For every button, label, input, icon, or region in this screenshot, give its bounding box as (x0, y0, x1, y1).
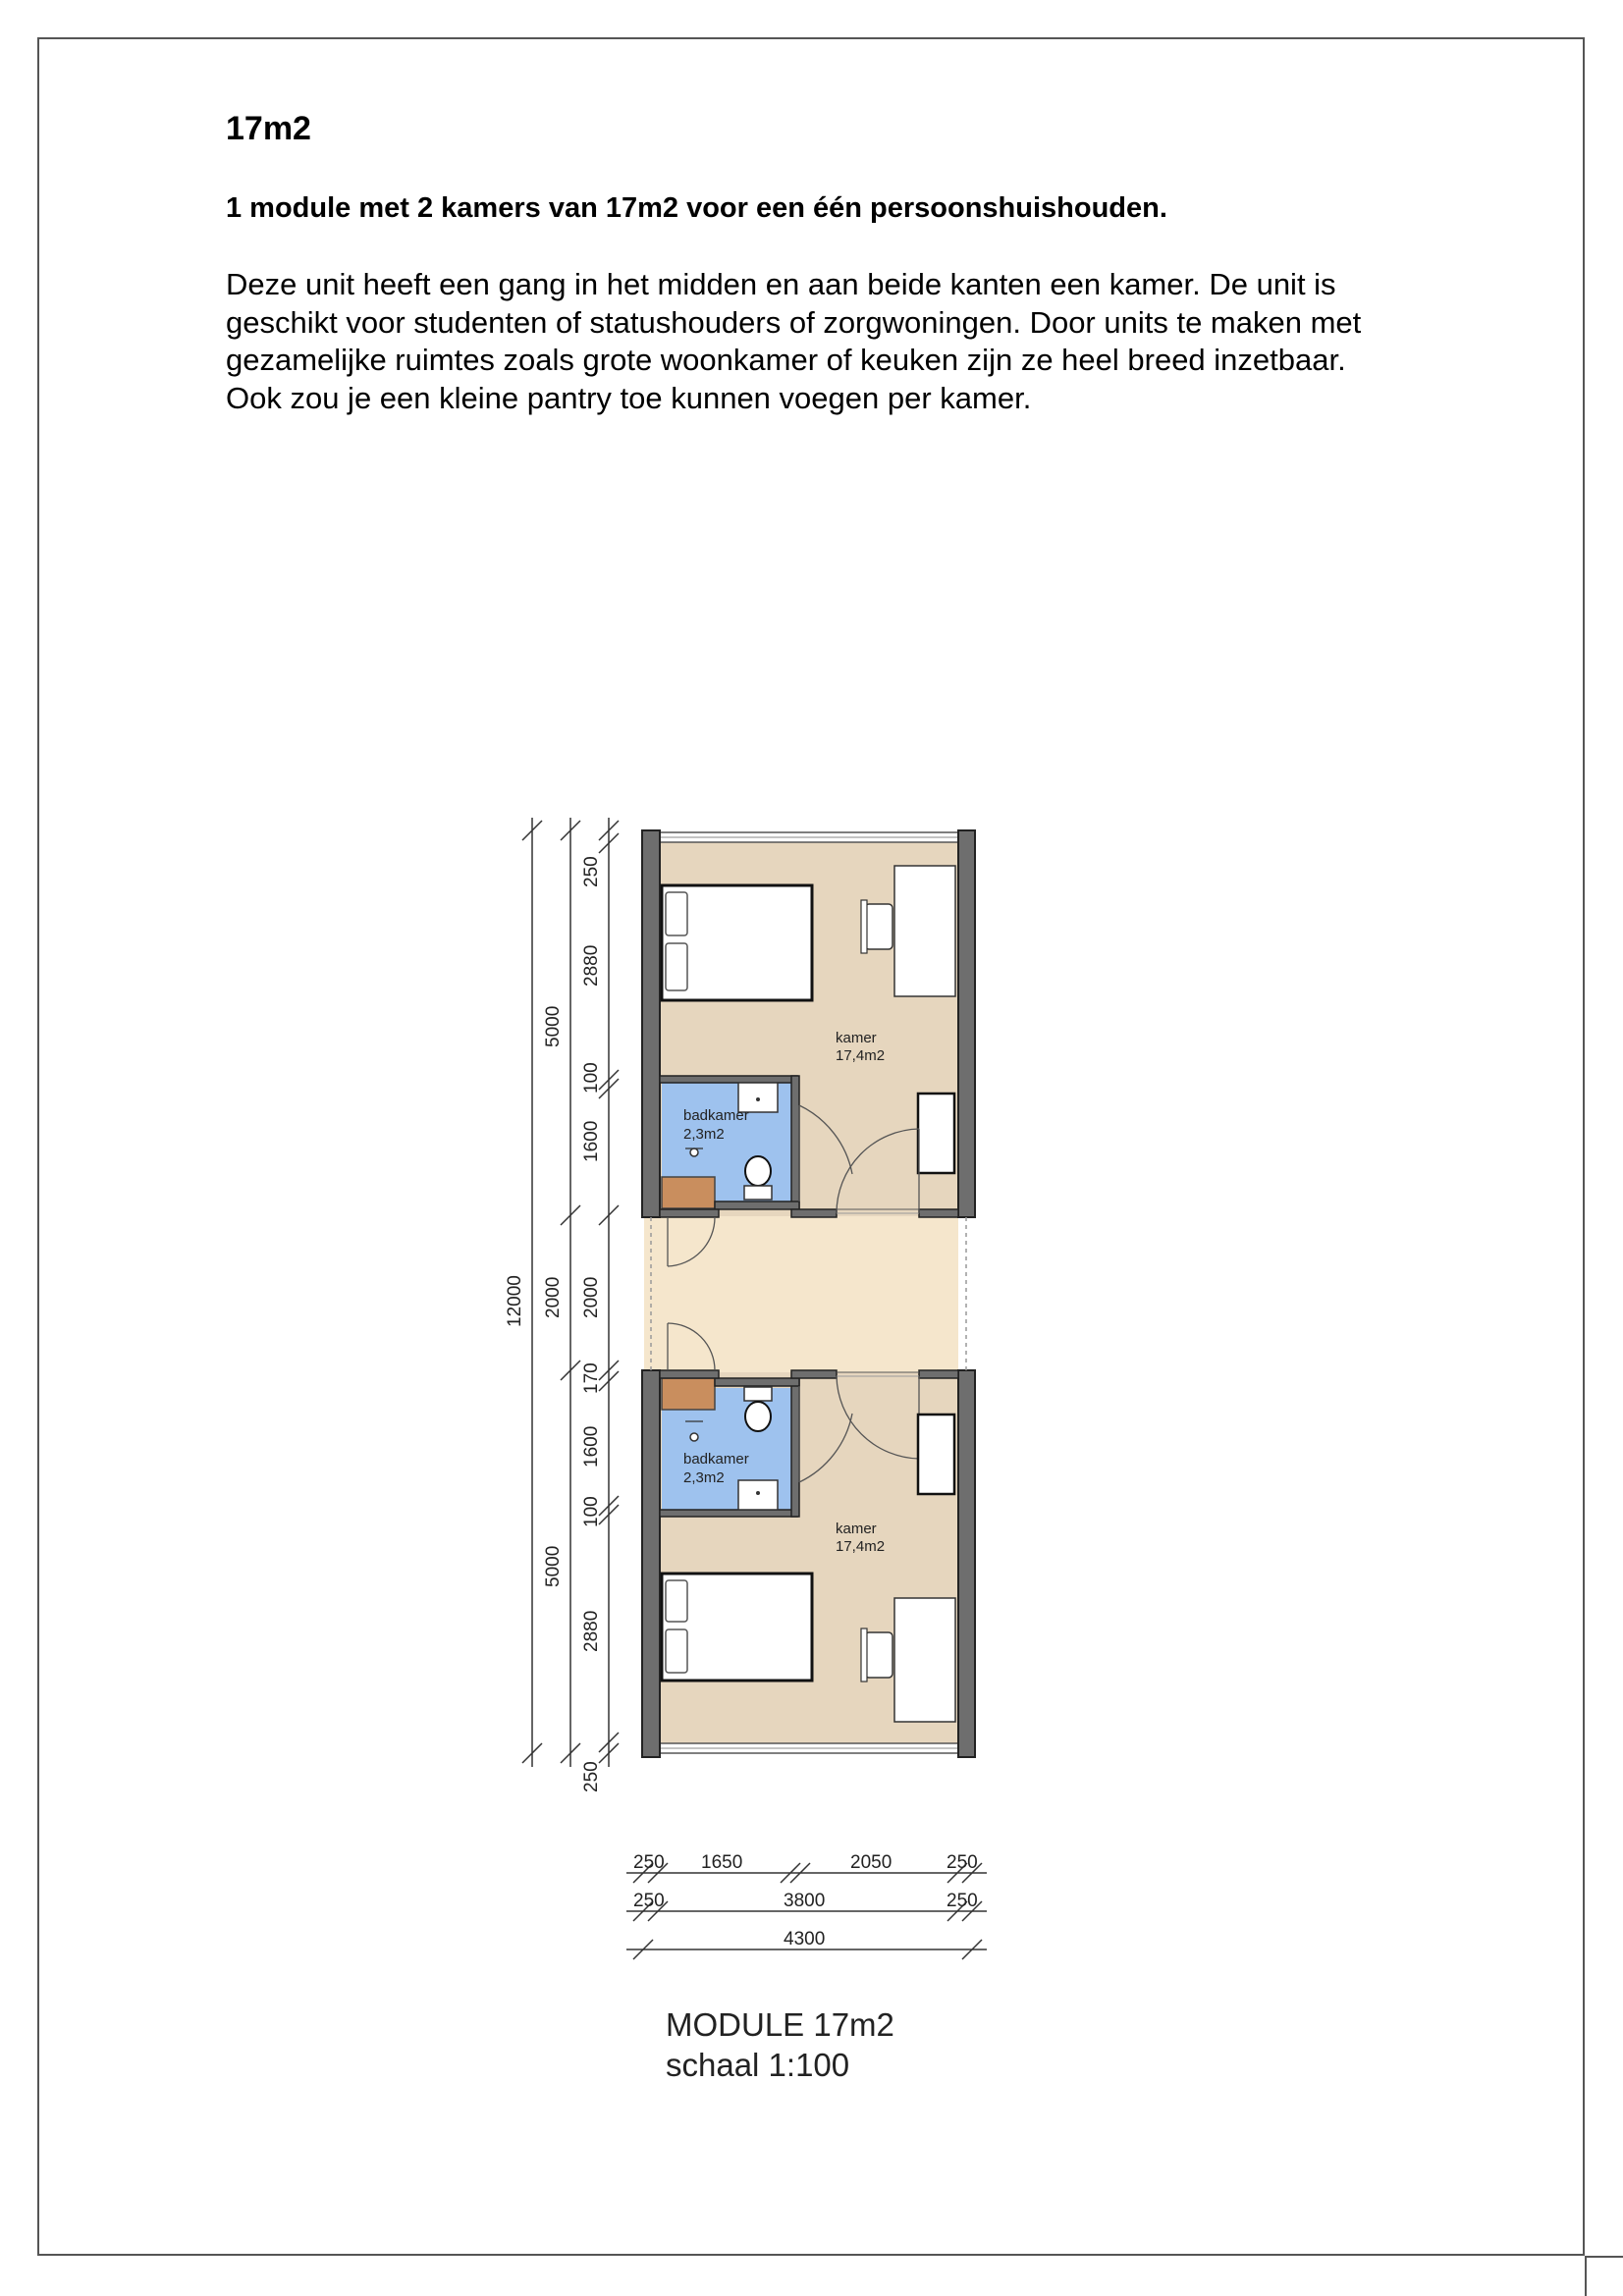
dim-inner-8: 2880 (581, 1610, 602, 1652)
plan-caption (666, 2004, 894, 2085)
dim-inner-0: 250 (581, 856, 602, 887)
dim-outer-mid: 2000 (543, 1276, 564, 1318)
dim-inner-2: 100 (581, 1062, 602, 1094)
dim-inner-6: 1600 (581, 1425, 602, 1468)
dim-outer-bottom: 5000 (543, 1545, 564, 1587)
top-bath-wall-top (660, 1076, 797, 1083)
right-wall-top (958, 830, 975, 1217)
bottom-sink (738, 1480, 778, 1510)
bottom-bed (662, 1574, 812, 1681)
subtitle: 1 module met 2 kamers van 17m2 voor een één persoonshuishouden. (226, 192, 1167, 224)
top-bed (662, 885, 812, 1000)
dim-bottom-r1-2: 2050 (850, 1852, 893, 1873)
bottom-bath-wall-right (791, 1378, 799, 1517)
dim-bottom-r1-0: 250 (633, 1852, 665, 1873)
description-line: geschikt voor studenten of statushouders of zorgwoningen. Door units te maken met (226, 304, 1362, 340)
bottom-bathroom-label: badkamer (683, 1451, 749, 1468)
top-room-area: 17,4m2 (836, 1047, 886, 1064)
top-toilet (744, 1156, 772, 1200)
dim-inner-9: 250 (581, 1761, 602, 1792)
corridor-floor (644, 1216, 958, 1372)
bottom-storage (662, 1378, 715, 1410)
dim-total: 12000 (505, 1275, 525, 1327)
description-line: gezamelijke ruimtes zoals grote woonkamer of keuken zijn ze heel breed inzetbaar. (226, 343, 1346, 377)
dim-inner-3: 1600 (581, 1120, 602, 1162)
dim-bottom-r1-1: 1650 (701, 1852, 743, 1873)
dim-bottom-r2-1: 3800 (784, 1891, 826, 1911)
dim-bottom-r2-2: 250 (947, 1891, 978, 1911)
top-room-label: kamer (836, 1030, 877, 1046)
description-line: Deze unit heeft een gang in het midden en aan beide kanten een kamer. De unit is (226, 267, 1336, 301)
top-bath-wall-right (791, 1076, 799, 1209)
top-bathroom-area: 2,3m2 (683, 1126, 725, 1143)
page-title: 17m2 (226, 110, 311, 147)
left-wall-bottom (642, 1370, 660, 1757)
right-wall-bottom (958, 1370, 975, 1757)
top-bathroom-label: badkamer (683, 1107, 749, 1124)
bottom-room-area: 17,4m2 (836, 1538, 886, 1555)
dim-inner-5: 170 (581, 1362, 602, 1394)
dim-outer-top: 5000 (543, 1005, 564, 1047)
bottom-bathroom-area: 2,3m2 (683, 1469, 725, 1486)
dim-bottom-r3-0: 4300 (784, 1929, 826, 1949)
description-line: Ook zou je een kleine pantry toe kunnen voegen per kamer. (226, 380, 1032, 415)
bottom-toilet (744, 1387, 772, 1431)
dim-bottom-r1-3: 250 (947, 1852, 978, 1873)
top-storage (662, 1177, 715, 1208)
dim-inner-4: 2000 (581, 1276, 602, 1318)
top-wardrobe (918, 1094, 954, 1173)
caption-scale: schaal 1:100 (666, 2047, 850, 2083)
left-wall-top (642, 830, 660, 1217)
bottom-bath-wall-top (715, 1378, 799, 1386)
bottom-wardrobe (918, 1415, 954, 1494)
dim-inner-7: 100 (581, 1496, 602, 1527)
bottom-bath-wall-bottom (660, 1510, 797, 1517)
top-bath-wall-bottom (715, 1201, 799, 1209)
dim-inner-1: 2880 (581, 944, 602, 987)
caption-title: MODULE 17m2 (666, 2006, 894, 2043)
dim-bottom-r2-0: 250 (633, 1891, 665, 1911)
bottom-room-label: kamer (836, 1521, 877, 1537)
